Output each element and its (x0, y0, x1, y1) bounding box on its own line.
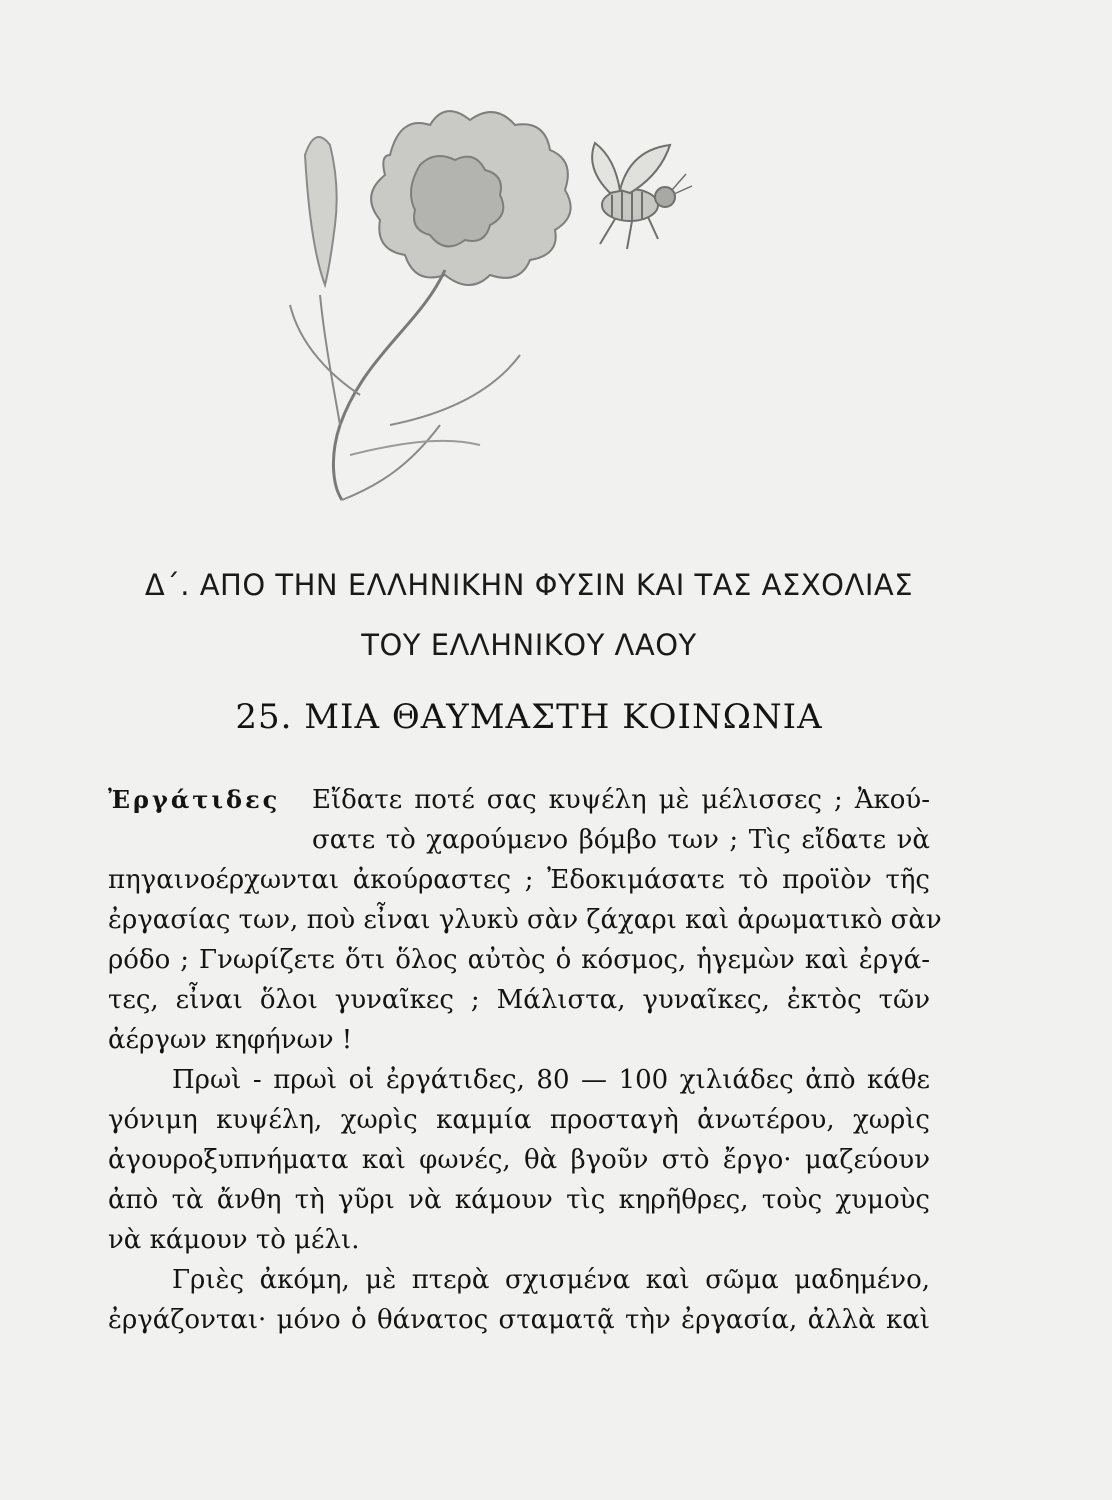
text-line: ρόδο ; Γνωρίζετε ὅτι ὅλος αὐτὸς ὁ κόσμος, ἡγεμὼν καὶ ἐργά- (108, 945, 930, 975)
text-line: γόνιμη κυψέλη, χωρὶς καμμία προσταγὴ ἀνωτέρου, χωρὶς (108, 1105, 930, 1135)
text-line: ἀπὸ τὰ ἄνθη τὴ γῦρι νὰ κάμουν τὶς κηρῆθρες, τοὺς χυμοὺς (108, 1185, 930, 1215)
text-line: τες, εἶναι ὅλοι γυναῖκες ; Μάλιστα, γυναῖκες, ἐκτὸς τῶν (108, 985, 930, 1015)
text-line: νὰ κάμουν τὸ μέλι. (108, 1225, 360, 1255)
text-line: ἀέργων κηφήνων ! (108, 1025, 353, 1055)
bee-icon (592, 143, 692, 249)
text-line: πηγαινοέρχωνται ἀκούραστες ; Ἐδοκιμάσατε τὸ προϊὸν τῆς (108, 865, 930, 895)
text-line: ἐργασίας των, ποὺ εἶναι γλυκὺ σὰν ζάχαρι καὶ ἀρωματικὸ σὰν (108, 905, 942, 935)
section-heading-line1: Δ΄. ΑΠΟ ΤΗΝ ΕΛΛΗΝΙΚΗΝ ΦΥΣΙΝ ΚΑΙ ΤΑΣ ΑΣΧΟΛΙΑΣ (144, 568, 914, 602)
text-line: σατε τὸ χαρούμενο βόμβο των ; Τὶς εἴδατε νὰ (312, 825, 930, 855)
side-label: Ἐργάτιδες (108, 785, 281, 814)
text-line: ἀγουροξυπνήματα καὶ φωνές, θὰ βγοῦν στὸ ἔργο· μαζεύουν (108, 1145, 930, 1175)
carnation-bee-illustration (270, 95, 710, 515)
paragraph-label (108, 780, 281, 820)
carnation-icon (290, 111, 571, 500)
text-line: ἐργάζονται· μόνο ὁ θάνατος σταματᾷ τὴν ἐργασία, ἀλλὰ καὶ (108, 1305, 930, 1335)
section-heading-line2: ΤΟΥ ΕΛΛΗΝΙΚΟΥ ΛΑΟΥ (361, 628, 697, 662)
text-line: Γριὲς ἀκόμη, μὲ πτερὰ σχισμένα καὶ σῶμα μαδημένο, (172, 1265, 930, 1295)
text-line: Εἴδατε ποτέ σας κυψέλη μὲ μέλισσες ; Ἀκού- (312, 785, 930, 815)
text-line: Πρωὶ - πρωὶ οἱ ἐργάτιδες, 80 — 100 χιλιάδες ἀπὸ κάθε (172, 1065, 930, 1095)
chapter-title: 25. ΜΙΑ ΘΑΥΜΑΣΤΗ ΚΟΙΝΩΝΙΑ (235, 697, 823, 737)
